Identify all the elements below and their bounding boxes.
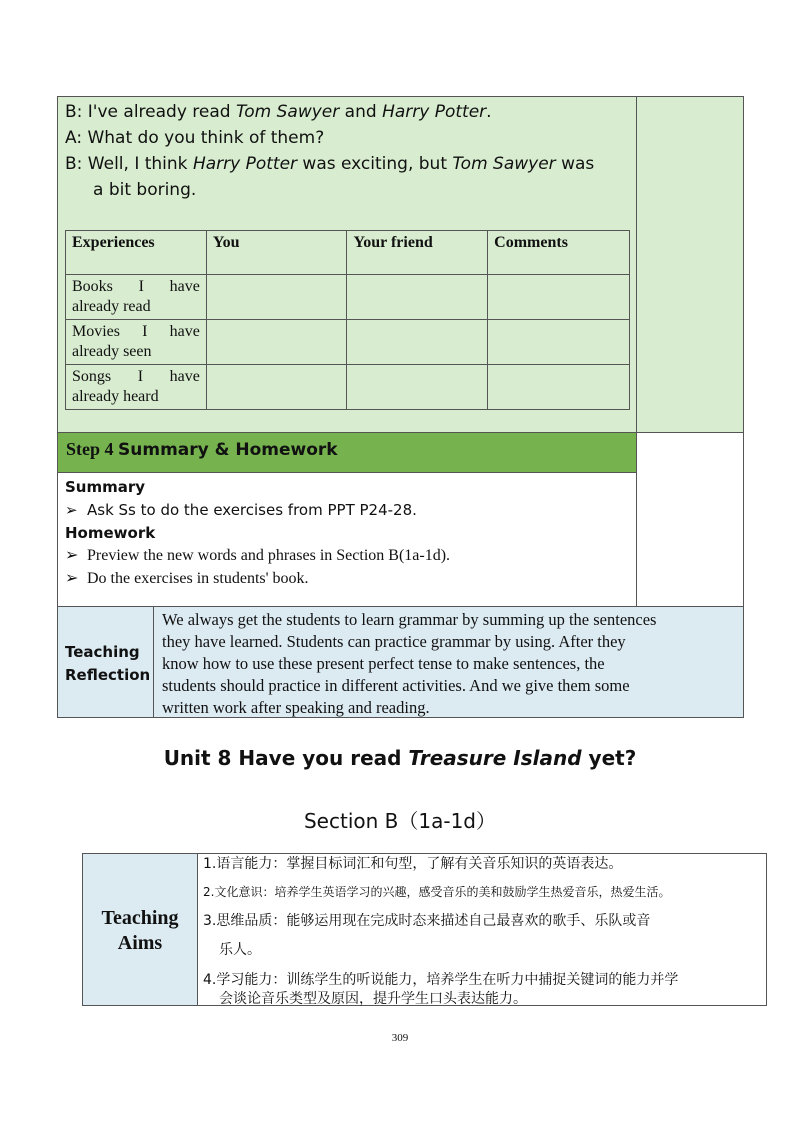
text: Summary & Homework [118, 440, 338, 460]
book-title: Harry Potter [382, 102, 487, 122]
table-cell[interactable] [347, 365, 488, 410]
step4-header [57, 432, 637, 473]
aim-item: 1.语言能力：掌握目标词汇和句型，了解有关音乐知识的英语表达。 [203, 856, 623, 872]
table-cell[interactable] [488, 275, 630, 320]
homework-item [65, 544, 635, 567]
text: Step 4 [66, 439, 119, 459]
text: B: Well, I think [65, 154, 193, 174]
arrow-bullet-icon: ➢ [65, 501, 78, 519]
text: and [339, 102, 383, 122]
row-label [66, 365, 207, 410]
section-title: Section B（1a-1d） [303, 809, 496, 833]
page-number: 309 [391, 1032, 409, 1044]
text: Aims [117, 932, 163, 954]
aims-label-cell [82, 853, 198, 1006]
text: Ask Ss to do the exercises from PPT P24-28. [87, 501, 417, 519]
text: know how to use these present perfect tense to make sentences, the [162, 654, 605, 673]
right-column-cell [636, 96, 744, 433]
text: Preview the new words and phrases in Section B(1a-1d). [87, 547, 451, 564]
text: written work after speaking and reading. [162, 698, 430, 717]
text: Treasure Island [408, 746, 582, 770]
dialogue-line-3 [65, 151, 635, 177]
text: Do the exercises in students' book. [87, 570, 309, 587]
book-title: Tom Sawyer [452, 154, 556, 174]
table-row [66, 365, 630, 410]
row-label [66, 320, 207, 365]
aim-item: 会谈论音乐类型及原因，提升学生口头表达能力。 [219, 991, 527, 1007]
text: Teaching [65, 643, 140, 661]
table-row [66, 275, 630, 320]
text: We always get the students to learn grammar by summing up the sentences [162, 610, 657, 629]
text: yet? [581, 746, 637, 770]
table-row [66, 320, 630, 365]
table-cell[interactable] [206, 365, 347, 410]
col-header: Comments [488, 231, 630, 275]
dialogue [65, 99, 635, 203]
book-title: Harry Potter [192, 154, 298, 174]
col-header: Your friend [347, 231, 488, 275]
table-header-row [66, 231, 630, 275]
text: . [486, 102, 492, 122]
text: Books I have [72, 278, 200, 295]
homework-item [65, 567, 635, 590]
text: B: I've already read [65, 102, 236, 122]
dialogue-line-4: a bit boring. [93, 180, 197, 200]
text: was [555, 154, 595, 174]
text: Reflection [65, 666, 151, 684]
text: Movies I have [72, 323, 200, 340]
table-cell[interactable] [488, 320, 630, 365]
col-header: You [206, 231, 347, 275]
table-cell[interactable] [206, 275, 347, 320]
aim-item: 乐人。 [219, 942, 261, 958]
aim-item: 4.学习能力：训练学生的听说能力，培养学生在听力中捕捉关键词的能力并学 [203, 972, 679, 988]
aim-item: 2.文化意识：培养学生英语学习的兴趣，感受音乐的美和鼓励学生热爱音乐，热爱生活。 [203, 885, 671, 899]
aim-item: 3.思维品质：能够运用现在完成时态来描述自己最喜欢的歌手、乐队或音 [203, 913, 651, 929]
step4-content [65, 476, 635, 590]
text: Songs I have [72, 368, 200, 385]
unit-title [0, 746, 800, 770]
table-cell[interactable] [347, 320, 488, 365]
homework-label: Homework [65, 524, 156, 542]
table-cell[interactable] [206, 320, 347, 365]
text: already seen [72, 343, 152, 360]
text: Teaching [101, 907, 179, 929]
book-title: Tom Sawyer [235, 102, 340, 122]
step4-right-cell [636, 432, 744, 607]
reflection-text-cell [153, 606, 744, 718]
summary-label: Summary [65, 478, 146, 496]
aims-list [203, 851, 765, 1008]
row-label [66, 275, 207, 320]
text: Unit 8 Have you read [163, 746, 409, 770]
dialogue-line-1 [65, 99, 635, 125]
arrow-bullet-icon: ➢ [65, 547, 79, 564]
summary-item [65, 498, 635, 522]
experience-table [65, 230, 630, 410]
text: students should practice in different activities. And we give them some [162, 676, 630, 695]
dialogue-line-2: A: What do you think of them? [65, 128, 325, 148]
table-cell[interactable] [488, 365, 630, 410]
text: already read [72, 298, 151, 315]
table-cell[interactable] [347, 275, 488, 320]
reflection-label-cell [57, 606, 154, 718]
text: already heard [72, 388, 159, 405]
col-header: Experiences [66, 231, 207, 275]
arrow-bullet-icon: ➢ [65, 570, 79, 587]
text: they have learned. Students can practice grammar by using. After they [162, 632, 626, 651]
text: was exciting, but [297, 154, 453, 174]
